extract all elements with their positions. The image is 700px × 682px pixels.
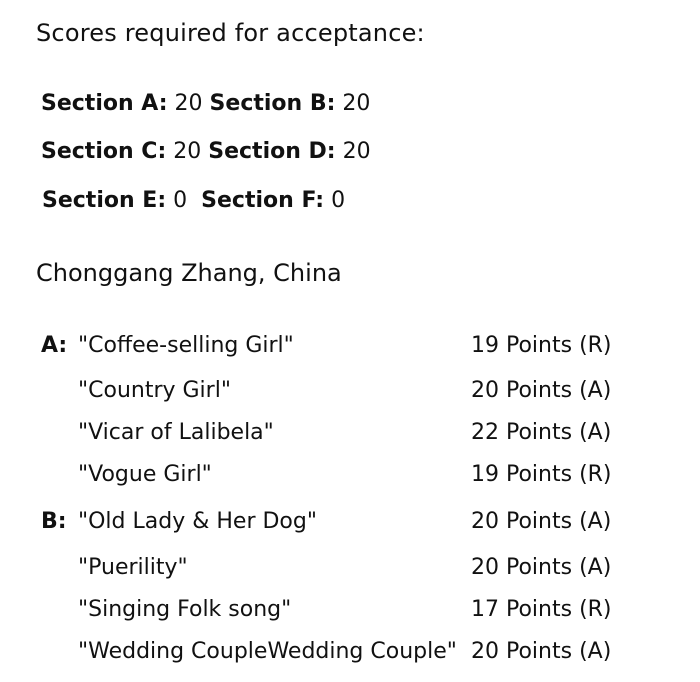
- entry-row: [0, 639, 700, 669]
- section-b-label: Section B:: [209, 91, 336, 116]
- entry-title: "Vicar of Lalibela": [78, 420, 274, 445]
- section-e-label: Section E:: [42, 188, 167, 213]
- entry-row: [0, 420, 700, 450]
- entry-title: "Vogue Girl": [78, 462, 212, 487]
- entry-title: "Country Girl": [78, 378, 231, 403]
- section-d-label: Section D:: [208, 139, 336, 164]
- section-d-value: 20: [342, 139, 371, 164]
- entry-row: [0, 378, 700, 408]
- entry-title: "Wedding CoupleWedding Couple": [78, 639, 457, 664]
- entry-points: 20 Points (A): [471, 509, 612, 534]
- entry-section-label: B:: [41, 509, 67, 534]
- entry-points: 22 Points (A): [471, 420, 612, 445]
- entry-section-label: A:: [41, 333, 68, 358]
- entry-row: [0, 462, 700, 492]
- section-f-value: 0: [331, 188, 346, 213]
- entry-points: 20 Points (A): [471, 378, 612, 403]
- entry-title: "Puerility": [78, 555, 188, 580]
- section-a-value: 20: [174, 91, 203, 116]
- entry-title: "Singing Folk song": [78, 597, 292, 622]
- entry-title: "Old Lady & Her Dog": [78, 509, 317, 534]
- entry-row: [0, 509, 700, 539]
- entry-points: 20 Points (A): [471, 639, 612, 664]
- section-c-value: 20: [173, 139, 202, 164]
- entry-points: 19 Points (R): [471, 462, 612, 487]
- entry-row: [0, 555, 700, 585]
- entry-points: 20 Points (A): [471, 555, 612, 580]
- section-c-label: Section C:: [41, 139, 167, 164]
- acceptance-scores-heading: Scores required for acceptance:: [36, 19, 425, 47]
- photographer-name: Chonggang Zhang, China: [36, 259, 342, 287]
- section-b-value: 20: [342, 91, 371, 116]
- section-e-value: 0: [173, 188, 188, 213]
- entry-row: [0, 597, 700, 627]
- section-a-label: Section A:: [41, 91, 168, 116]
- entry-points: 19 Points (R): [471, 333, 612, 358]
- score-line-e-f: [42, 188, 345, 213]
- score-line-c-d: [41, 139, 371, 164]
- score-line-a-b: [41, 91, 370, 116]
- section-f-label: Section F:: [201, 188, 325, 213]
- entry-row: [0, 333, 700, 363]
- entry-title: "Coffee-selling Girl": [78, 333, 294, 358]
- entry-points: 17 Points (R): [471, 597, 612, 622]
